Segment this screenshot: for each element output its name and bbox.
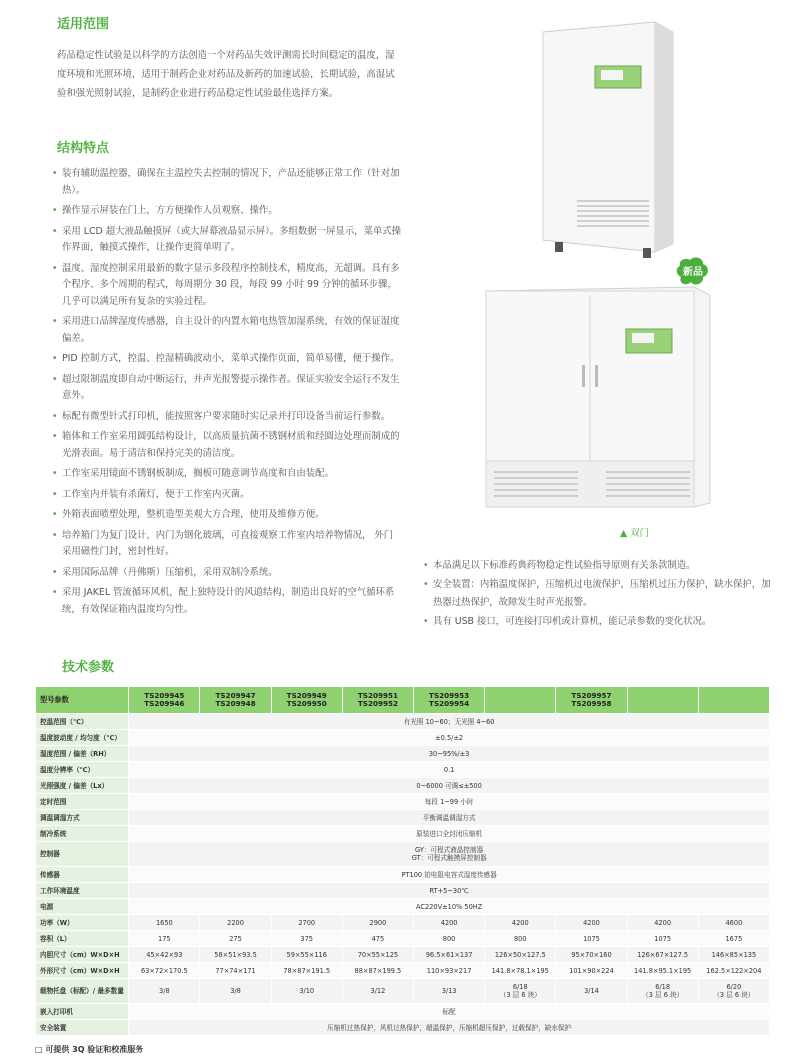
- spec-value: [129, 979, 200, 1004]
- spec-value-line: ±0.5/±2: [435, 733, 464, 742]
- feature-item: • 具有 USB 接口，可连接打印机或计算机，能记录参数的变化状况。: [423, 613, 778, 631]
- spec-row: [36, 810, 770, 826]
- model-number: TS209945: [144, 691, 185, 700]
- feature-item: • 箱体和工作室采用圆弧结构设计，以高质量抗菌不锈钢材质和经圆边处理而制成的光滑表面。易于清洁和保持完美的清洁度。: [52, 429, 402, 462]
- spec-value: 59×55×116: [271, 947, 342, 963]
- model-number-cell: [698, 687, 769, 714]
- spec-value: 1675: [698, 931, 769, 947]
- spec-label: 调温调湿方式: [36, 810, 129, 826]
- spec-value: 101×90×224: [556, 963, 627, 979]
- spec-value-line: 有光照 10~60；无光照 4~60: [403, 717, 495, 726]
- spec-value: 375: [271, 931, 342, 947]
- image-caption: ▲ 双门: [620, 528, 649, 539]
- spec-row: [36, 931, 770, 947]
- spec-value: 1650: [129, 915, 200, 931]
- double-door-chamber-image: [482, 285, 712, 513]
- scope-title: 适用范围: [57, 17, 110, 32]
- scope-text: 药品稳定性试验是以科学的方法创造一个对药品失效评测需长时间稳定的温度，湿度环境和光照环境，适用于制药企业对药品及新药的加速试验，长期试验，高湿试验和强光照射试验，是制药企业进行药品稳定性试验最佳选择方案。: [57, 50, 395, 99]
- spec-label: 温度分辨率（℃）: [36, 762, 129, 778]
- spec-row: [36, 883, 770, 899]
- spec-value: 96.5×61×137: [414, 947, 485, 963]
- spec-value-line: 3/8: [230, 987, 241, 995]
- single-door-chamber-image: [535, 12, 675, 262]
- feature-item: • 采用 LCD 超大液晶触摸屏（或大屏幕液晶显示屏）。多组数据一屏显示，菜单式操作界面，触摸式操作，让操作更简单明了。: [52, 224, 402, 257]
- spec-label: 制冷系统: [36, 826, 129, 842]
- spec-title: 技术参数: [62, 660, 115, 675]
- spec-value: [129, 826, 770, 842]
- spec-row: [36, 899, 770, 915]
- spec-value: 95×70×160: [556, 947, 627, 963]
- spec-value-line: 3/12: [370, 987, 386, 995]
- spec-value-line: AC220V±10% 50HZ: [416, 902, 483, 911]
- spec-value: [627, 979, 698, 1004]
- feature-item: • 装有辅助温控器，确保在主温控失去控制的情况下，产品还能够正常工作（针对加热）。: [52, 166, 402, 199]
- spec-value: [698, 979, 769, 1004]
- spec-value: 70×55×125: [342, 947, 413, 963]
- spec-row: [36, 730, 770, 746]
- spec-label: 安全装置: [36, 1020, 129, 1036]
- model-number: TS209949: [286, 691, 327, 700]
- spec-value: 4200: [556, 915, 627, 931]
- feature-item: • 采用 JAKEL 管流循环风机，配上独特设计的风道结构，制造出良好的空气循环系统，有效保证箱内温度均匀性。: [52, 585, 402, 618]
- feature-item: • 标配有微型针式打印机，能按照客户要求随时实记录并打印设备当前运行参数。: [52, 409, 402, 426]
- spec-label: 工作环境温度: [36, 883, 129, 899]
- spec-row: [36, 778, 770, 794]
- spec-label: 控制器: [36, 842, 129, 867]
- spec-value: 77×74×171: [200, 963, 271, 979]
- spec-value: 1075: [627, 931, 698, 947]
- spec-value-line: RT+5~30℃: [429, 886, 469, 895]
- model-number: TS209954: [429, 699, 470, 708]
- spec-row: [36, 842, 770, 867]
- spec-value: 141.8×95.1×195: [627, 963, 698, 979]
- spec-value: 2700: [271, 915, 342, 931]
- spec-value: 2200: [200, 915, 271, 931]
- spec-row: [36, 979, 770, 1004]
- model-number-cell: [627, 687, 698, 714]
- spec-label: 定时范围: [36, 794, 129, 810]
- spec-label: 传感器: [36, 867, 129, 883]
- spec-row: [36, 826, 770, 842]
- feature-item: • PID 控制方式，控温、控湿精确波动小，菜单式操作页面，简单易懂，便于操作。: [52, 351, 402, 368]
- spec-value: 141.8×78.1×195: [485, 963, 556, 979]
- spec-value: [129, 810, 770, 826]
- spec-row: [36, 1004, 770, 1020]
- spec-value: [129, 842, 770, 867]
- spec-label: 载物托盘（标配）/ 最多数量: [36, 979, 129, 1004]
- spec-label: 湿度范围 / 偏差（RH）: [36, 746, 129, 762]
- spec-header-label: 型号参数: [36, 687, 129, 714]
- model-number: TS209950: [286, 699, 327, 708]
- spec-value: [129, 730, 770, 746]
- spec-value-line: PT100 铂电阻电容式湿度传感器: [401, 870, 497, 879]
- model-number-cell: [271, 687, 342, 714]
- spec-value: [129, 867, 770, 883]
- spec-value-line: 3/10: [299, 987, 315, 995]
- spec-label: 控温范围（℃）: [36, 714, 129, 730]
- spec-row: [36, 762, 770, 778]
- model-number: TS209951: [357, 691, 398, 700]
- spec-value: 标配: [129, 1004, 770, 1020]
- feature-item: • 温度、湿度控制采用最新的数字显示多段程序控制技术，精度高，无超调。具有多个程序、多个周期的程式，每周期分 30 段，每段 99 小时 99 分钟的循环步骤，几乎可以满足所有复杂的实验过程。: [52, 261, 402, 311]
- spec-row: [36, 1020, 770, 1036]
- spec-label: 容积（L）: [36, 931, 129, 947]
- spec-value-line: （3 层 6 块）: [713, 991, 755, 999]
- spec-value: 压缩机过热保护，风机过热保护，超温保护，压缩机超压保护，过载保护，缺水保护: [129, 1020, 770, 1036]
- spec-value-line: GT：可程式触摸屏控制器: [411, 854, 487, 862]
- spec-value: 126×67×127.5: [627, 947, 698, 963]
- svg-text:新品: 新品: [683, 267, 703, 278]
- triangle-up-icon: ▲: [620, 528, 628, 539]
- features-title: 结构特点: [57, 141, 110, 156]
- spec-label: 嵌入打印机: [36, 1004, 129, 1020]
- spec-value: 110×93×217: [414, 963, 485, 979]
- spec-value-line: （3 层 6 块）: [642, 991, 684, 999]
- model-number-cell: [129, 687, 200, 714]
- spec-value: 800: [414, 931, 485, 947]
- model-number: TS209958: [571, 699, 612, 708]
- spec-label: 电源: [36, 899, 129, 915]
- model-number-cell: [200, 687, 271, 714]
- feature-item: • 工作室内并装有杀菌灯，便于工作室内灭菌。: [52, 487, 402, 504]
- feature-item: • 工作室采用镜面不锈钢板制成，搁板可随意调节高度和自由装配。: [52, 466, 402, 483]
- spec-value: [556, 979, 627, 1004]
- spec-label: 内胆尺寸（cm）W×D×H: [36, 947, 129, 963]
- model-number-cell: [556, 687, 627, 714]
- spec-value: [342, 979, 413, 1004]
- spec-value: 162.5×122×204: [698, 963, 769, 979]
- spec-value: [271, 979, 342, 1004]
- spec-value: 88×87×199.5: [342, 963, 413, 979]
- spec-row: [36, 947, 770, 963]
- spec-value-line: 3/13: [441, 987, 457, 995]
- spec-value: [129, 762, 770, 778]
- footnote: □ 可提供 3Q 验证和校准服务: [35, 1045, 144, 1054]
- spec-value: 475: [342, 931, 413, 947]
- spec-value: 275: [200, 931, 271, 947]
- spec-value-line: 0.1: [443, 765, 455, 774]
- spec-value-line: 3/8: [159, 987, 170, 995]
- spec-value: 63×72×170.5: [129, 963, 200, 979]
- spec-row: [36, 963, 770, 979]
- right-features-list: [423, 557, 778, 632]
- spec-label: 光照强度 / 偏差（Lx）: [36, 778, 129, 794]
- spec-row: [36, 746, 770, 762]
- spec-value: [129, 883, 770, 899]
- spec-value-line: 6/20: [726, 983, 742, 991]
- new-product-badge-icon: [676, 256, 710, 288]
- spec-row: [36, 867, 770, 883]
- spec-value: 146×85×135: [698, 947, 769, 963]
- spec-value-line: GY：可程式液晶控制器: [415, 846, 484, 854]
- spec-label: 外形尺寸（cm）W×D×H: [36, 963, 129, 979]
- spec-value: [129, 794, 770, 810]
- feature-item: • 操作显示屏装在门上，方方便操作人员观察、操作。: [52, 203, 402, 220]
- spec-value-line: 6/18: [655, 983, 671, 991]
- model-number-cell: [414, 687, 485, 714]
- spec-value: 78×87×191.5: [271, 963, 342, 979]
- spec-value: 45×42×93: [129, 947, 200, 963]
- spec-header-row: [36, 687, 770, 714]
- spec-table: [35, 686, 770, 1036]
- spec-value-line: 每段 1~99 小时: [424, 797, 474, 806]
- feature-item: • 培养箱门为复门设计，内门为钢化玻璃，可直接观察工作室内培养物情况， 外门采用磁性门封，密封性好。: [52, 528, 402, 561]
- spec-value: 58×51×93.5: [200, 947, 271, 963]
- spec-label: 温度波动度 / 均匀度（℃）: [36, 730, 129, 746]
- spec-value: 175: [129, 931, 200, 947]
- feature-item: • 采用进口品牌湿度传感器，自主设计的内置水箱电热管加湿系统，有效的保证湿度偏差。: [52, 314, 402, 347]
- spec-value-line: 3/14: [584, 987, 599, 995]
- model-number-cell: [342, 687, 413, 714]
- spec-value: 4200: [627, 915, 698, 931]
- model-number: TS209957: [571, 691, 612, 700]
- spec-row: [36, 714, 770, 730]
- spec-label: 功率（W）: [36, 915, 129, 931]
- features-list: [52, 166, 402, 622]
- spec-value: 800: [485, 931, 556, 947]
- spec-value: [129, 778, 770, 794]
- feature-item: • 采用国际品牌（丹佛斯）压缩机，采用双制冷系统。: [52, 565, 402, 582]
- spec-value-line: 30~95%/±3: [428, 749, 470, 758]
- spec-value: [200, 979, 271, 1004]
- spec-value: 4600: [698, 915, 769, 931]
- spec-value-line: 0~6000 可调≤±500: [416, 781, 482, 790]
- spec-value-line: 6/18: [512, 983, 528, 991]
- model-number: TS209952: [357, 699, 398, 708]
- spec-value-line: 平衡调温调湿方式: [422, 813, 476, 822]
- model-number: TS209947: [215, 691, 256, 700]
- spec-value: [129, 714, 770, 730]
- feature-item: • 安全装置：内箱温度保护，压缩机过电流保护，压缩机过压力保护，缺水保护，加热器过热保护，故障发生时声光报警。: [423, 576, 778, 612]
- spec-value: 126×50×127.5: [485, 947, 556, 963]
- spec-value: 4200: [414, 915, 485, 931]
- feature-item: • 超过限制温度即自动中断运行，并声光报警提示操作者。保证实验安全运行不发生意外。: [52, 372, 402, 405]
- model-number: TS209953: [429, 691, 470, 700]
- spec-row: [36, 915, 770, 931]
- model-number: TS209948: [215, 699, 256, 708]
- spec-value-line: 原装进口全封闭压缩机: [416, 829, 483, 838]
- spec-value-line: （3 层 6 块）: [499, 991, 541, 999]
- spec-value: 2900: [342, 915, 413, 931]
- spec-value: [129, 746, 770, 762]
- model-number: TS209946: [144, 699, 185, 708]
- spec-value: 4200: [485, 915, 556, 931]
- model-number-cell: [485, 687, 556, 714]
- spec-value: 1075: [556, 931, 627, 947]
- feature-item: • 本品满足以下标准药典药物稳定性试验指导原则有关条款制造。: [423, 557, 778, 575]
- spec-value: [485, 979, 556, 1004]
- feature-item: • 外箱表面喷塑处理，整机造型美观大方合理，使用及维修方便。: [52, 507, 402, 524]
- spec-value: [414, 979, 485, 1004]
- spec-row: [36, 794, 770, 810]
- spec-value: [129, 899, 770, 915]
